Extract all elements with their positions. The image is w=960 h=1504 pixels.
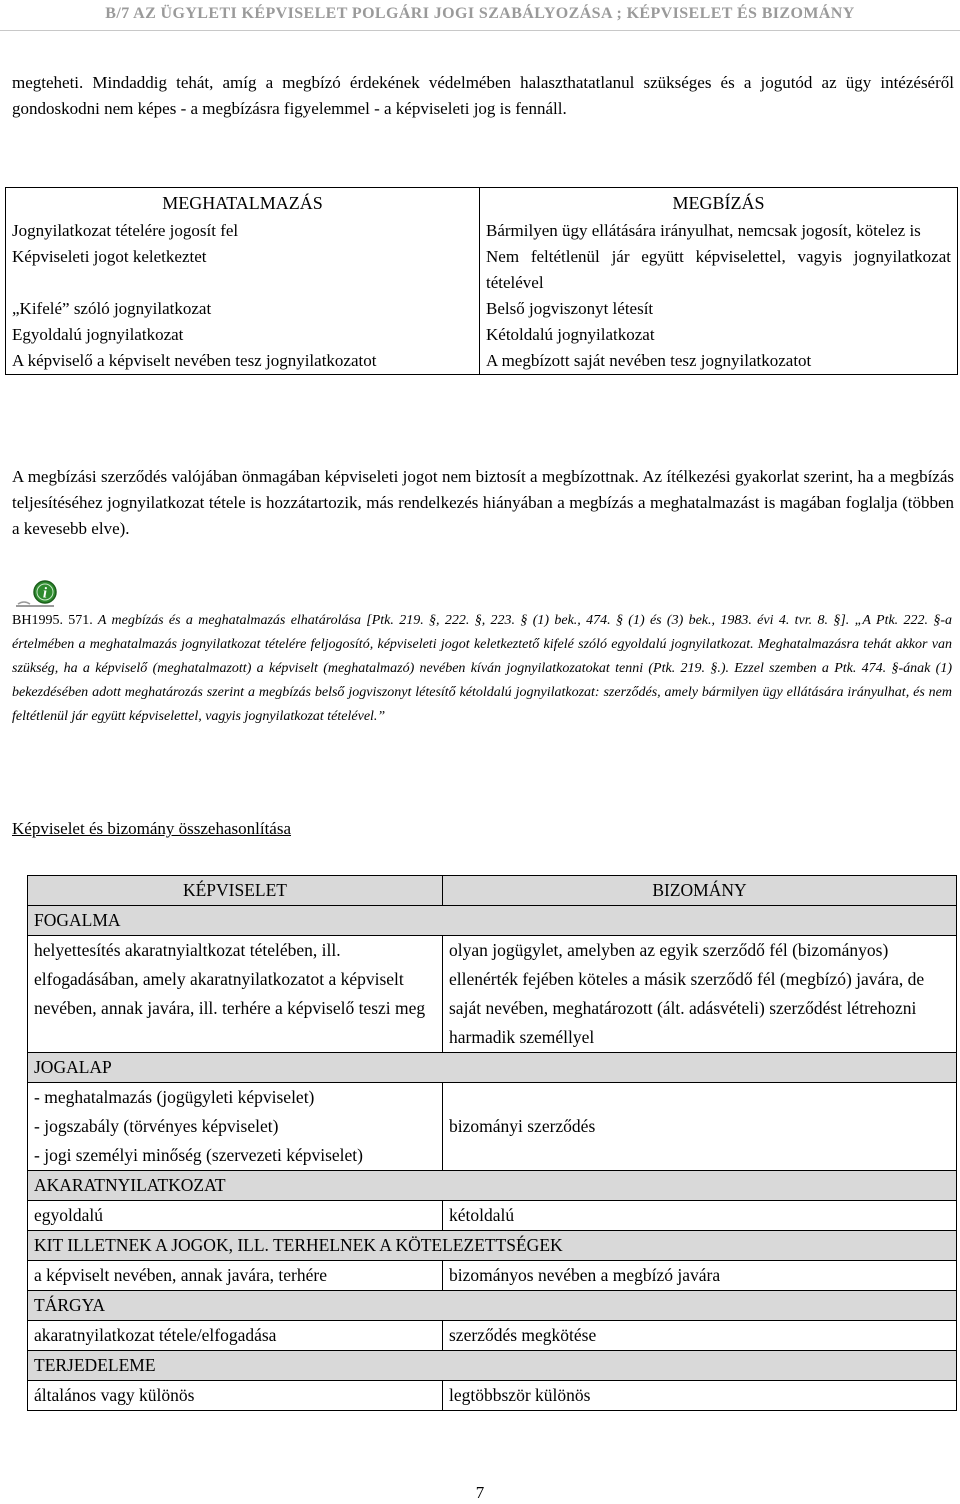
table2-cell: olyan jogügylet, amelyben az egyik szerződő fél (bizományos) ellenérték fejében köteles a másik szerződő fél (megbízó) javára, de saját nevében, meghatározott (ált. adásvételi) szerződést létrehozni harmadik személlyel xyxy=(443,936,957,1053)
table1-cell: A megbízott saját nevében tesz jognyilatkozatot xyxy=(480,348,958,375)
page-header: B/7 AZ ÜGYLETI KÉPVISELET POLGÁRI JOGI SZABÁLYOZÁSA ; KÉPVISELET ÉS BIZOMÁNY xyxy=(0,0,960,31)
table2-row-label: AKARATNYILATKOZAT xyxy=(28,1171,957,1201)
table1-cell: A képviselő a képviselt nevében tesz jognyilatkozatot xyxy=(6,348,480,375)
table2-cell: bizományi szerződés xyxy=(443,1083,957,1171)
jogalap-item: - jogszabály (törvényes képviselet) xyxy=(34,1116,279,1136)
table1-cell: Jognyilatkozat tételére jogosít fel xyxy=(6,218,480,244)
note-text: A megbízás és a meghatalmazás elhatárolása [Ptk. 219. §, 222. §, 223. § (1) bek., 474. § (1) és (3) bek., 1983. évi 4. tvr. 8. §]. „A Ptk. 222. §-a értelmében a meghatalmazás jognyilatkozat tételére feljogosító, képviseleti jogot keletkeztető kifelé szóló egyoldalú jognyilatkozat. Meghatalmazásra tehát akkor van szükség, ha a képviselő (meghatalmazott) a képviselt (meghatalmazó) nevében kíván jognyilatkozatokat tenni (Ptk. 219. §.). Ezzel szemben a Ptk. 474. §-ának (1) bekezdésében adott meghatározás szerint a megbízás belső jogviszonyt létesítő kétoldalú jognyilatkozat: szerződés, amely bármilyen ügy ellátására irányulhat, és nem feltétlenül jár együtt képviselettel, vagyis jognyilatkozat tételével.” xyxy=(12,613,952,724)
table2-cell: szerződés megkötése xyxy=(443,1321,957,1351)
table2-cell: legtöbbször különös xyxy=(443,1381,957,1411)
table2-header-left: KÉPVISELET xyxy=(28,876,443,906)
paragraph-megbizasi-szerzodes: A megbízási szerződés valójában önmagában képviseleti jogot nem biztosít a megbízottnak. Az ítélkezési gyakorlat szerint, ha a megbízás teljesítéséhez jognyilatkozat tétele is hozzátartozik, más rendelkezés hiányában a megbízás a meghatalmazást is magában foglalja (többen a kevesebb elve). xyxy=(12,467,954,538)
table1-cell: Egyoldalú jognyilatkozat xyxy=(6,322,480,348)
table2-cell: kétoldalú xyxy=(443,1201,957,1231)
note-reference: BH1995. 571. xyxy=(12,613,93,628)
table2-cell xyxy=(28,1083,443,1171)
intro-paragraph: megteheti. Mindaddig tehát, amíg a megbízó érdekének védelmében halaszthatatlanul szükséges és a jogutód az ügy intézéséről gondoskodni nem képes - a megbízásra figyelemmel - a képviseleti jog is fennáll. xyxy=(12,73,954,118)
info-icon xyxy=(14,578,60,610)
table2-cell: általános vagy különös xyxy=(28,1381,443,1411)
table1-header-left: MEGHATALMAZÁS xyxy=(6,188,480,219)
table2-row-label: JOGALAP xyxy=(28,1053,957,1083)
table1-cell: Nem feltétlenül jár együtt képviselettel, vagyis jognyilatkozat tételével xyxy=(486,247,951,292)
table1-cell: Belső jogviszonyt létesít xyxy=(486,299,654,318)
table2-header-right: BIZOMÁNY xyxy=(443,876,957,906)
table2-row-label: TERJEDELEME xyxy=(28,1351,957,1381)
table1-cell: Képviseleti jogot keletkeztet xyxy=(6,244,480,296)
table2-row-label: TÁRGYA xyxy=(28,1291,957,1321)
kepviselet-bizomany-table xyxy=(27,875,957,1411)
table2-cell: helyettesítés akaratnyialtkozat tételében, ill. elfogadásában, amely akaratnyilatkozatot a képviselt nevében, annak javára, ill. terhére a képviselő teszi meg xyxy=(28,936,443,1053)
jogalap-item: - meghatalmazás (jogügyleti képviselet) xyxy=(34,1087,315,1107)
table2-cell: egyoldalú xyxy=(28,1201,443,1231)
court-decision-note xyxy=(12,609,952,729)
section-title: Képviselet és bizomány összehasonlítása xyxy=(12,819,292,838)
jogalap-item: - jogi személyi minőség (szervezeti képviselet) xyxy=(34,1145,363,1165)
table2-row-label: KIT ILLETNEK A JOGOK, ILL. TERHELNEK A KÖTELEZETTSÉGEK xyxy=(28,1231,957,1261)
table1-header-right: MEGBÍZÁS xyxy=(672,193,765,213)
table1-cell: „Kifelé” szóló jognyilatkozat xyxy=(6,296,480,322)
svg-text:i: i xyxy=(42,585,48,602)
table1-cell: Bármilyen ügy ellátására irányulhat, nemcsak jogosít, kötelez is xyxy=(486,221,921,240)
page-number: 7 xyxy=(475,1483,485,1502)
table2-cell: akaratnyilatkozat tétele/elfogadása xyxy=(28,1321,443,1351)
table2-cell: bizományos nevében a megbízó javára xyxy=(443,1261,957,1291)
meghatalmazas-megbizas-table xyxy=(5,187,958,375)
table2-cell: a képviselt nevében, annak javára, terhére xyxy=(28,1261,443,1291)
table2-row-label: FOGALMA xyxy=(28,906,957,936)
table1-cell: Kétoldalú jognyilatkozat xyxy=(486,325,655,344)
